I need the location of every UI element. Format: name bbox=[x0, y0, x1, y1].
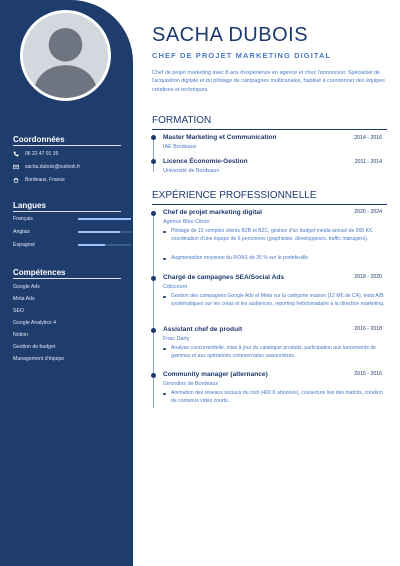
languages-section-title: Langues bbox=[13, 201, 46, 210]
education-school: Université de Bordeaux bbox=[163, 168, 220, 174]
experience-divider bbox=[152, 204, 387, 205]
sidebar bbox=[0, 0, 133, 566]
job-title: Chef de projet marketing digital bbox=[163, 209, 262, 216]
education-section-title: FORMATION bbox=[152, 115, 212, 126]
skill-item: Meta Ads bbox=[13, 296, 35, 302]
contact-email bbox=[13, 164, 80, 170]
skill-item: Notion bbox=[13, 332, 28, 338]
skill-item: Google Analytics 4 bbox=[13, 320, 56, 326]
contact-section-title: Coordonnées bbox=[13, 135, 65, 144]
language-level-fill bbox=[78, 218, 131, 220]
education-title: Licence Économie-Gestion bbox=[163, 158, 248, 165]
education-divider bbox=[152, 129, 387, 130]
contact-address bbox=[13, 177, 65, 183]
candidate-role: CHEF DE PROJET MARKETING DIGITAL bbox=[152, 51, 332, 60]
language-level-bar bbox=[78, 244, 131, 246]
skills-divider bbox=[13, 278, 121, 279]
experience-section-title: EXPÉRIENCE PROFESSIONNELLE bbox=[152, 190, 317, 201]
languages-divider bbox=[13, 211, 121, 212]
education-dates: 2014 - 2016 bbox=[354, 135, 382, 141]
language-level-bar bbox=[78, 218, 131, 220]
profile-photo bbox=[20, 10, 111, 101]
job-title: Community manager (alternance) bbox=[163, 371, 268, 378]
contact-address-text: Bordeaux, France bbox=[25, 177, 65, 183]
contact-divider bbox=[13, 145, 121, 146]
job-bullet: Analyse concurrentielle, mise à jour du catalogue produits, participation aux lancements de gammes et aux opérations commerciales saisonnières. bbox=[163, 345, 387, 360]
skill-item: SEO bbox=[13, 308, 24, 314]
timeline-dot bbox=[151, 211, 156, 216]
language-row bbox=[13, 216, 121, 224]
job-dates: 2020 - 2024 bbox=[354, 209, 382, 215]
education-school: IAE Bordeaux bbox=[163, 144, 197, 150]
job-bullet: Augmentation moyenne du ROAS de 35 % sur le portefeuille. bbox=[163, 255, 387, 263]
language-row bbox=[13, 242, 121, 250]
email-icon bbox=[13, 164, 19, 170]
job-company: Girondins de Bordeaux bbox=[163, 381, 219, 387]
job-title: Assistant chef de produit bbox=[163, 326, 243, 333]
job-company: Fnac Darty bbox=[163, 336, 190, 342]
timeline-dot bbox=[151, 373, 156, 378]
home-icon bbox=[13, 177, 19, 183]
skills-section-title: Compétences bbox=[13, 268, 66, 277]
job-company: Cdiscount bbox=[163, 284, 187, 290]
timeline-dot bbox=[151, 159, 156, 164]
education-timeline bbox=[153, 136, 154, 172]
skill-item: Google Ads bbox=[13, 284, 40, 290]
job-bullet: Gestion des campagnes Google Ads et Meta sur la catégorie maison (12 M€ de CA), tests A/B systématiques sur les créas et les audiences, reporting hebdomadaire à la direction marketing. bbox=[163, 293, 387, 308]
timeline-dot bbox=[151, 135, 156, 140]
language-level-fill bbox=[78, 244, 105, 246]
language-row bbox=[13, 229, 121, 237]
profile-summary: Chef de projet marketing avec 8 ans d'expérience en agence et chez l'annonceur. Spécialisé de l'acquisition digitale et du pilotage de campagnes multicanales, habitué à coordonner des équipes créatives et techniques. bbox=[152, 70, 385, 93]
contact-phone bbox=[13, 151, 58, 157]
experience-timeline bbox=[153, 212, 154, 408]
job-bullet: Pilotage de 15 comptes clients B2B et B2C, gestion d'un budget média annuel de 900 K€, coordination d'une équipe de 6 personnes (graphistes, développeurs, traffic managers). bbox=[163, 228, 387, 243]
language-level-bar bbox=[78, 231, 131, 233]
language-name: Anglais bbox=[13, 229, 31, 235]
language-name: Espagnol bbox=[13, 242, 35, 248]
language-level-fill bbox=[78, 231, 120, 233]
job-dates: 2018 - 2020 bbox=[354, 274, 382, 280]
candidate-name: SACHA DUBOIS bbox=[152, 24, 309, 46]
job-company: Agence Bleu Citron bbox=[163, 219, 210, 225]
job-title: Chargé de campagnes SEA/Social Ads bbox=[163, 274, 285, 281]
skill-item: Gestion de budget bbox=[13, 344, 56, 350]
skill-item: Management d'équipe bbox=[13, 356, 65, 362]
job-bullet: Animation des réseaux sociaux du club (400 K abonnés), couverture live des matchs, création de contenus vidéo courts. bbox=[163, 390, 387, 405]
education-title: Master Marketing et Communication bbox=[163, 134, 277, 141]
timeline-dot bbox=[151, 276, 156, 281]
avatar-silhouette-icon bbox=[23, 13, 108, 98]
phone-icon bbox=[13, 151, 19, 157]
job-dates: 2016 - 2018 bbox=[354, 326, 382, 332]
language-name: Français bbox=[13, 216, 33, 222]
education-dates: 2011 - 2014 bbox=[354, 159, 382, 165]
timeline-dot bbox=[151, 328, 156, 333]
job-dates: 2015 - 2016 bbox=[354, 371, 382, 377]
contact-email-text[interactable]: sacha.dubois@outlook.fr bbox=[25, 164, 81, 170]
contact-phone-text[interactable]: 06 22 47 91 35 bbox=[25, 151, 59, 157]
